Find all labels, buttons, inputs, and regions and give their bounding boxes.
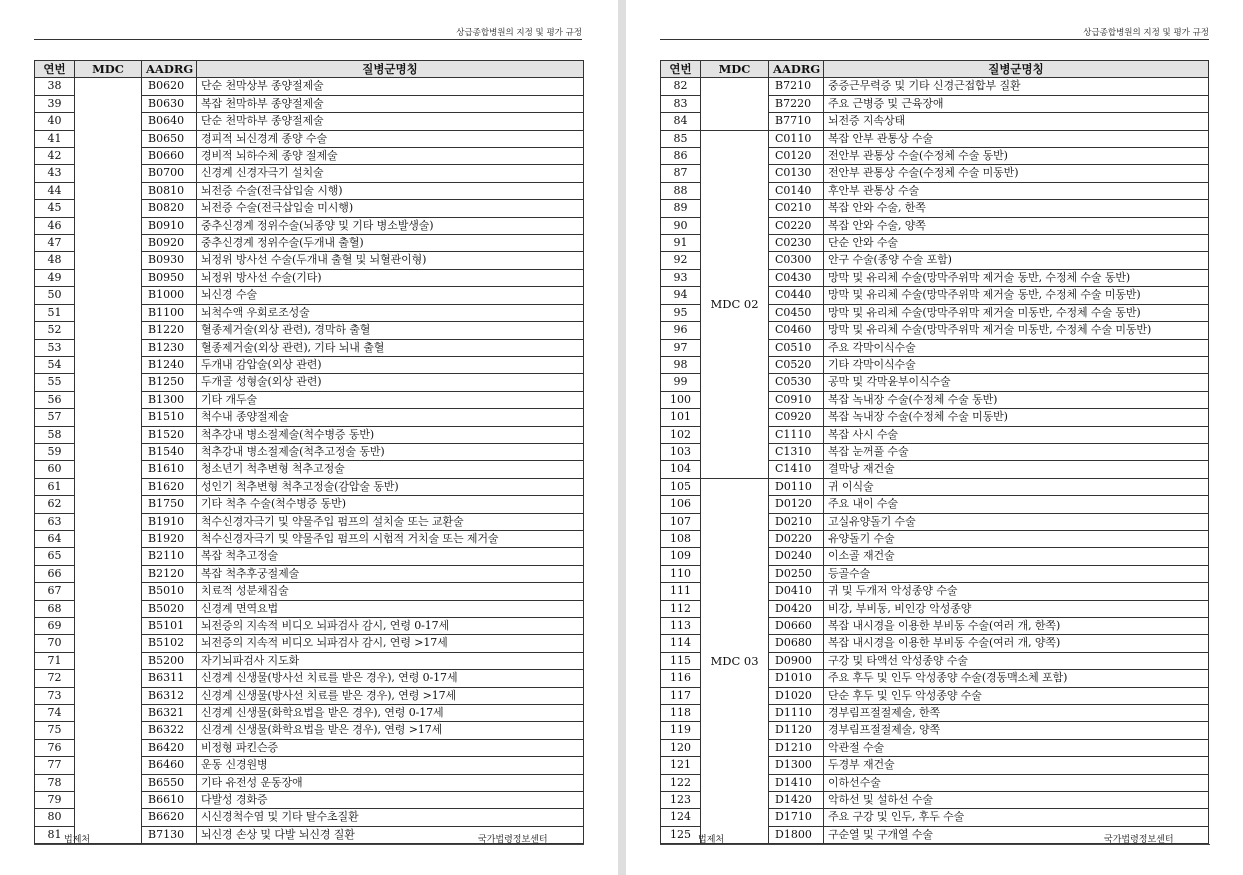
aadrg-code: B1220 bbox=[142, 322, 197, 339]
disease-group-name: 이소골 재건술 bbox=[824, 548, 1209, 565]
aadrg-code: B6321 bbox=[142, 705, 197, 722]
aadrg-code: B6311 bbox=[142, 670, 197, 687]
aadrg-code: D0250 bbox=[769, 565, 824, 582]
row-number: 112 bbox=[661, 600, 701, 617]
disease-group-name: 중추신경계 정위수술(두개내 출혈) bbox=[197, 235, 584, 252]
aadrg-code: B1540 bbox=[142, 443, 197, 460]
aadrg-code: B0930 bbox=[142, 252, 197, 269]
row-number: 61 bbox=[35, 478, 75, 495]
disease-group-name: 뇌정위 방사선 수술(기타) bbox=[197, 269, 584, 286]
disease-group-name: 후안부 관통상 수술 bbox=[824, 182, 1209, 199]
aadrg-code: C0510 bbox=[769, 339, 824, 356]
row-number: 77 bbox=[35, 757, 75, 774]
aadrg-code: D1010 bbox=[769, 670, 824, 687]
aadrg-code: B0650 bbox=[142, 130, 197, 147]
disease-group-name: 신경계 신경자극기 설치술 bbox=[197, 165, 584, 182]
disease-group-name: 기타 각막이식수술 bbox=[824, 356, 1209, 373]
row-number: 121 bbox=[661, 757, 701, 774]
column-header-code: AADRG bbox=[769, 61, 824, 78]
disease-group-name: 주요 각막이식수술 bbox=[824, 339, 1209, 356]
row-number: 75 bbox=[35, 722, 75, 739]
disease-group-name: 척수내 종양절제술 bbox=[197, 409, 584, 426]
aadrg-code: B1000 bbox=[142, 287, 197, 304]
footer-source: 법제처 bbox=[64, 835, 91, 845]
row-number: 70 bbox=[35, 635, 75, 652]
disease-group-name: 뇌신경 수술 bbox=[197, 287, 584, 304]
row-number: 38 bbox=[35, 78, 75, 95]
row-number: 58 bbox=[35, 426, 75, 443]
row-number: 40 bbox=[35, 113, 75, 130]
row-number: 69 bbox=[35, 618, 75, 635]
row-number: 123 bbox=[661, 792, 701, 809]
aadrg-code: C0530 bbox=[769, 374, 824, 391]
row-number: 64 bbox=[35, 530, 75, 547]
disease-group-name: 복잡 눈꺼풀 수술 bbox=[824, 443, 1209, 460]
row-number: 74 bbox=[35, 705, 75, 722]
row-number: 43 bbox=[35, 165, 75, 182]
running-header: 상급종합병원의 지정 및 평가 규정 bbox=[456, 28, 582, 38]
row-number: 118 bbox=[661, 705, 701, 722]
disease-group-name: 신경계 면역요법 bbox=[197, 600, 584, 617]
page-gutter bbox=[618, 0, 626, 875]
aadrg-code: D0220 bbox=[769, 530, 824, 547]
row-number: 65 bbox=[35, 548, 75, 565]
aadrg-code: B1620 bbox=[142, 478, 197, 495]
column-header-no: 연번 bbox=[661, 61, 701, 78]
aadrg-code: B0920 bbox=[142, 235, 197, 252]
disease-group-name: 신경계 신생물(방사선 치료를 받은 경우), 연령 0-17세 bbox=[197, 670, 584, 687]
disease-group-name: 뇌전증의 지속적 비디오 뇌파검사 감시, 연령 >17세 bbox=[197, 635, 584, 652]
aadrg-code: B1240 bbox=[142, 356, 197, 373]
row-number: 96 bbox=[661, 322, 701, 339]
disease-group-name: 신경계 신생물(화학요법을 받은 경우), 연령 >17세 bbox=[197, 722, 584, 739]
row-number: 114 bbox=[661, 635, 701, 652]
disease-group-name: 복잡 척추후궁절제술 bbox=[197, 565, 584, 582]
disease-group-name: 복잡 안부 관통상 수술 bbox=[824, 130, 1209, 147]
disease-group-name: 비강, 부비동, 비인강 악성종양 bbox=[824, 600, 1209, 617]
aadrg-code: B5101 bbox=[142, 618, 197, 635]
disease-group-name: 고실유양돌기 수술 bbox=[824, 513, 1209, 530]
disease-group-name: 구순열 및 구개열 수술 bbox=[824, 826, 1209, 843]
row-number: 101 bbox=[661, 409, 701, 426]
aadrg-code: C0130 bbox=[769, 165, 824, 182]
disease-group-name: 단순 후두 및 인두 악성종양 수술 bbox=[824, 687, 1209, 704]
row-number: 50 bbox=[35, 287, 75, 304]
disease-group-name: 두개골 성형술(외상 관련) bbox=[197, 374, 584, 391]
disease-group-name: 청소년기 척추변형 척추고정술 bbox=[197, 461, 584, 478]
row-number: 124 bbox=[661, 809, 701, 826]
table-row bbox=[661, 78, 1209, 95]
aadrg-code: B1910 bbox=[142, 513, 197, 530]
aadrg-code: B5200 bbox=[142, 652, 197, 669]
aadrg-code: C0430 bbox=[769, 269, 824, 286]
row-number: 63 bbox=[35, 513, 75, 530]
disease-group-name: 악관절 수술 bbox=[824, 739, 1209, 756]
row-number: 87 bbox=[661, 165, 701, 182]
document-page-left bbox=[0, 0, 618, 875]
footer-source: 법제처 bbox=[698, 835, 725, 845]
column-header-name: 질병군명칭 bbox=[824, 61, 1209, 78]
footer-rule bbox=[660, 844, 1210, 845]
disease-group-name: 등골수술 bbox=[824, 565, 1209, 582]
row-number: 46 bbox=[35, 217, 75, 234]
drg-table-right bbox=[660, 60, 1209, 844]
disease-group-name: 혈종제거술(외상 관련), 기타 뇌내 출혈 bbox=[197, 339, 584, 356]
table-header-row bbox=[35, 61, 584, 78]
aadrg-code: B0660 bbox=[142, 148, 197, 165]
row-number: 78 bbox=[35, 774, 75, 791]
column-header-no: 연번 bbox=[35, 61, 75, 78]
mdc-group-cell bbox=[701, 78, 769, 130]
disease-group-name: 자기뇌파검사 지도화 bbox=[197, 652, 584, 669]
document-page-right bbox=[626, 0, 1243, 875]
row-number: 42 bbox=[35, 148, 75, 165]
running-header: 상급종합병원의 지정 및 평가 규정 bbox=[1083, 28, 1209, 38]
footer-center: 국가법령정보센터 bbox=[478, 835, 548, 845]
row-number: 94 bbox=[661, 287, 701, 304]
aadrg-code: D0420 bbox=[769, 600, 824, 617]
disease-group-name: 중증근무력증 및 기타 신경근접합부 질환 bbox=[824, 78, 1209, 95]
row-number: 103 bbox=[661, 443, 701, 460]
mdc-group-cell: MDC 02 bbox=[701, 130, 769, 478]
row-number: 83 bbox=[661, 95, 701, 112]
disease-group-name: 전안부 관통상 수술(수정체 수술 미동반) bbox=[824, 165, 1209, 182]
aadrg-code: C0120 bbox=[769, 148, 824, 165]
table-row bbox=[661, 130, 1209, 147]
disease-group-name: 뇌전증 지속상태 bbox=[824, 113, 1209, 130]
row-number: 66 bbox=[35, 565, 75, 582]
aadrg-code: D1020 bbox=[769, 687, 824, 704]
disease-group-name: 구강 및 타액선 악성종양 수술 bbox=[824, 652, 1209, 669]
row-number: 91 bbox=[661, 235, 701, 252]
row-number: 86 bbox=[661, 148, 701, 165]
aadrg-code: C0210 bbox=[769, 200, 824, 217]
mdc-cell bbox=[75, 78, 142, 844]
aadrg-code: D1110 bbox=[769, 705, 824, 722]
table-row bbox=[661, 478, 1209, 495]
column-header-name: 질병군명칭 bbox=[197, 61, 584, 78]
row-number: 120 bbox=[661, 739, 701, 756]
aadrg-code: B1300 bbox=[142, 391, 197, 408]
disease-group-name: 귀 이식술 bbox=[824, 478, 1209, 495]
disease-group-name: 단순 안와 수술 bbox=[824, 235, 1209, 252]
disease-group-name: 결막낭 재건술 bbox=[824, 461, 1209, 478]
aadrg-code: B5102 bbox=[142, 635, 197, 652]
aadrg-code: B0950 bbox=[142, 269, 197, 286]
aadrg-code: B5010 bbox=[142, 583, 197, 600]
row-number: 49 bbox=[35, 269, 75, 286]
aadrg-code: D1710 bbox=[769, 809, 824, 826]
disease-group-name: 이하선수술 bbox=[824, 774, 1209, 791]
footer-center: 국가법령정보센터 bbox=[1104, 835, 1174, 845]
row-number: 79 bbox=[35, 792, 75, 809]
disease-group-name: 망막 및 유리체 수술(망막주위막 제거술 동반, 수정체 수술 미동반) bbox=[824, 287, 1209, 304]
aadrg-code: B0820 bbox=[142, 200, 197, 217]
disease-group-name: 두경부 재건술 bbox=[824, 757, 1209, 774]
disease-group-name: 운동 신경원병 bbox=[197, 757, 584, 774]
aadrg-code: C0450 bbox=[769, 304, 824, 321]
column-header-code: AADRG bbox=[142, 61, 197, 78]
aadrg-code: B0910 bbox=[142, 217, 197, 234]
aadrg-code: D0410 bbox=[769, 583, 824, 600]
disease-group-name: 복잡 안와 수술, 양쪽 bbox=[824, 217, 1209, 234]
disease-group-name: 주요 구강 및 인두, 후두 수술 bbox=[824, 809, 1209, 826]
row-number: 55 bbox=[35, 374, 75, 391]
aadrg-code: D1120 bbox=[769, 722, 824, 739]
aadrg-code: B6620 bbox=[142, 809, 197, 826]
disease-group-name: 척수신경자극기 및 약물주입 펌프의 시험적 거치술 또는 제거술 bbox=[197, 530, 584, 547]
aadrg-code: B7210 bbox=[769, 78, 824, 95]
disease-group-name: 망막 및 유리체 수술(망막주위막 제거술 미동반, 수정체 수술 미동반) bbox=[824, 322, 1209, 339]
disease-group-name: 성인기 척추변형 척추고정술(감압술 동반) bbox=[197, 478, 584, 495]
aadrg-code: B7710 bbox=[769, 113, 824, 130]
aadrg-code: D0110 bbox=[769, 478, 824, 495]
disease-group-name: 신경계 신생물(방사선 치료를 받은 경우), 연령 >17세 bbox=[197, 687, 584, 704]
row-number: 100 bbox=[661, 391, 701, 408]
disease-group-name: 척추강내 병소절제술(척추고정술 동반) bbox=[197, 443, 584, 460]
aadrg-code: D1410 bbox=[769, 774, 824, 791]
aadrg-code: C0460 bbox=[769, 322, 824, 339]
row-number: 116 bbox=[661, 670, 701, 687]
row-number: 99 bbox=[661, 374, 701, 391]
row-number: 72 bbox=[35, 670, 75, 687]
row-number: 73 bbox=[35, 687, 75, 704]
disease-group-name: 기타 척추 수술(척수병증 동반) bbox=[197, 496, 584, 513]
disease-group-name: 뇌척수액 우회로조성술 bbox=[197, 304, 584, 321]
aadrg-code: C0220 bbox=[769, 217, 824, 234]
aadrg-code: D0660 bbox=[769, 618, 824, 635]
aadrg-code: C0140 bbox=[769, 182, 824, 199]
row-number: 117 bbox=[661, 687, 701, 704]
disease-group-name: 뇌전증 수술(전극삽입술 미시행) bbox=[197, 200, 584, 217]
disease-group-name: 기타 개두술 bbox=[197, 391, 584, 408]
disease-group-name: 복잡 내시경을 이용한 부비동 수술(여러 개, 한쪽) bbox=[824, 618, 1209, 635]
aadrg-code: B1610 bbox=[142, 461, 197, 478]
row-number: 84 bbox=[661, 113, 701, 130]
row-number: 92 bbox=[661, 252, 701, 269]
aadrg-code: D0680 bbox=[769, 635, 824, 652]
row-number: 111 bbox=[661, 583, 701, 600]
mdc-group-cell: MDC 03 bbox=[701, 478, 769, 844]
disease-group-name: 신경계 신생물(화학요법을 받은 경우), 연령 0-17세 bbox=[197, 705, 584, 722]
disease-group-name: 복잡 안와 수술, 한쪽 bbox=[824, 200, 1209, 217]
disease-group-name: 시신경척수염 및 기타 탈수초질환 bbox=[197, 809, 584, 826]
aadrg-code: B6460 bbox=[142, 757, 197, 774]
row-number: 90 bbox=[661, 217, 701, 234]
disease-group-name: 주요 내이 수술 bbox=[824, 496, 1209, 513]
disease-group-name: 척추강내 병소절제술(척수병증 동반) bbox=[197, 426, 584, 443]
aadrg-code: C0440 bbox=[769, 287, 824, 304]
aadrg-code: D1210 bbox=[769, 739, 824, 756]
aadrg-code: C0920 bbox=[769, 409, 824, 426]
table-row bbox=[35, 78, 584, 95]
row-number: 97 bbox=[661, 339, 701, 356]
row-number: 102 bbox=[661, 426, 701, 443]
aadrg-code: B7220 bbox=[769, 95, 824, 112]
row-number: 59 bbox=[35, 443, 75, 460]
disease-group-name: 주요 후두 및 인두 악성종양 수술(경동맥소체 포함) bbox=[824, 670, 1209, 687]
disease-group-name: 복잡 척추고정술 bbox=[197, 548, 584, 565]
disease-group-name: 경피적 뇌신경계 종양 수술 bbox=[197, 130, 584, 147]
aadrg-code: D1800 bbox=[769, 826, 824, 843]
row-number: 60 bbox=[35, 461, 75, 478]
disease-group-name: 비정형 파킨슨증 bbox=[197, 739, 584, 756]
row-number: 106 bbox=[661, 496, 701, 513]
row-number: 115 bbox=[661, 652, 701, 669]
row-number: 62 bbox=[35, 496, 75, 513]
row-number: 108 bbox=[661, 530, 701, 547]
disease-group-name: 중추신경계 정위수술(뇌종양 및 기타 병소발생술) bbox=[197, 217, 584, 234]
disease-group-name: 유양돌기 수술 bbox=[824, 530, 1209, 547]
row-number: 54 bbox=[35, 356, 75, 373]
row-number: 53 bbox=[35, 339, 75, 356]
row-number: 105 bbox=[661, 478, 701, 495]
disease-group-name: 망막 및 유리체 수술(망막주위막 제거술 미동반, 수정체 수술 동반) bbox=[824, 304, 1209, 321]
aadrg-code: B1100 bbox=[142, 304, 197, 321]
row-number: 45 bbox=[35, 200, 75, 217]
disease-group-name: 망막 및 유리체 수술(망막주위막 제거술 동반, 수정체 수술 동반) bbox=[824, 269, 1209, 286]
row-number: 113 bbox=[661, 618, 701, 635]
row-number: 85 bbox=[661, 130, 701, 147]
aadrg-code: B0630 bbox=[142, 95, 197, 112]
disease-group-name: 악하선 및 설하선 수술 bbox=[824, 792, 1209, 809]
row-number: 52 bbox=[35, 322, 75, 339]
aadrg-code: B1250 bbox=[142, 374, 197, 391]
disease-group-name: 기타 유전성 운동장애 bbox=[197, 774, 584, 791]
disease-group-name: 두개내 감압술(외상 관련) bbox=[197, 356, 584, 373]
row-number: 119 bbox=[661, 722, 701, 739]
row-number: 104 bbox=[661, 461, 701, 478]
aadrg-code: C1110 bbox=[769, 426, 824, 443]
row-number: 39 bbox=[35, 95, 75, 112]
row-number: 82 bbox=[661, 78, 701, 95]
aadrg-code: B6610 bbox=[142, 792, 197, 809]
row-number: 122 bbox=[661, 774, 701, 791]
row-number: 98 bbox=[661, 356, 701, 373]
row-number: 81 bbox=[35, 826, 75, 843]
header-rule bbox=[660, 39, 1209, 40]
aadrg-code: B1520 bbox=[142, 426, 197, 443]
disease-group-name: 뇌정위 방사선 수술(두개내 출혈 및 뇌혈관이형) bbox=[197, 252, 584, 269]
aadrg-code: B2110 bbox=[142, 548, 197, 565]
aadrg-code: B0640 bbox=[142, 113, 197, 130]
aadrg-code: C1310 bbox=[769, 443, 824, 460]
disease-group-name: 다발성 경화증 bbox=[197, 792, 584, 809]
disease-group-name: 치료적 성분채집술 bbox=[197, 583, 584, 600]
aadrg-code: C0230 bbox=[769, 235, 824, 252]
aadrg-code: C1410 bbox=[769, 461, 824, 478]
aadrg-code: B6322 bbox=[142, 722, 197, 739]
disease-group-name: 척수신경자극기 및 약물주입 펌프의 설치술 또는 교환술 bbox=[197, 513, 584, 530]
row-number: 44 bbox=[35, 182, 75, 199]
aadrg-code: D1420 bbox=[769, 792, 824, 809]
disease-group-name: 복잡 내시경을 이용한 부비동 수술(여러 개, 양쪽) bbox=[824, 635, 1209, 652]
aadrg-code: B0620 bbox=[142, 78, 197, 95]
row-number: 76 bbox=[35, 739, 75, 756]
aadrg-code: B1750 bbox=[142, 496, 197, 513]
header-rule bbox=[34, 39, 582, 40]
row-number: 68 bbox=[35, 600, 75, 617]
disease-group-name: 경부림프절절제술, 양쪽 bbox=[824, 722, 1209, 739]
row-number: 47 bbox=[35, 235, 75, 252]
disease-group-name: 뇌전증의 지속적 비디오 뇌파검사 감시, 연령 0-17세 bbox=[197, 618, 584, 635]
aadrg-code: B6550 bbox=[142, 774, 197, 791]
aadrg-code: D0900 bbox=[769, 652, 824, 669]
aadrg-code: B6312 bbox=[142, 687, 197, 704]
aadrg-code: B2120 bbox=[142, 565, 197, 582]
aadrg-code: C0910 bbox=[769, 391, 824, 408]
aadrg-code: B0810 bbox=[142, 182, 197, 199]
column-header-mdc: MDC bbox=[75, 61, 142, 78]
disease-group-name: 복잡 천막하부 종양절제술 bbox=[197, 95, 584, 112]
disease-group-name: 공막 및 각막윤부이식수술 bbox=[824, 374, 1209, 391]
drg-table-left bbox=[34, 60, 584, 844]
aadrg-code: D0120 bbox=[769, 496, 824, 513]
aadrg-code: B1230 bbox=[142, 339, 197, 356]
aadrg-code: C0300 bbox=[769, 252, 824, 269]
aadrg-code: B1510 bbox=[142, 409, 197, 426]
disease-group-name: 경비적 뇌하수체 종양 절제술 bbox=[197, 148, 584, 165]
disease-group-name: 주요 근병증 및 근육장애 bbox=[824, 95, 1209, 112]
row-number: 57 bbox=[35, 409, 75, 426]
row-number: 110 bbox=[661, 565, 701, 582]
aadrg-code: B7130 bbox=[142, 826, 197, 843]
aadrg-code: D0210 bbox=[769, 513, 824, 530]
disease-group-name: 뇌신경 손상 및 다발 뇌신경 질환 bbox=[197, 826, 584, 843]
aadrg-code: C0110 bbox=[769, 130, 824, 147]
disease-group-name: 귀 및 두개저 악성종양 수술 bbox=[824, 583, 1209, 600]
row-number: 71 bbox=[35, 652, 75, 669]
footer-rule bbox=[34, 844, 584, 845]
row-number: 89 bbox=[661, 200, 701, 217]
aadrg-code: B1920 bbox=[142, 530, 197, 547]
row-number: 48 bbox=[35, 252, 75, 269]
row-number: 56 bbox=[35, 391, 75, 408]
aadrg-code: B5020 bbox=[142, 600, 197, 617]
disease-group-name: 안구 수술(종양 수술 포함) bbox=[824, 252, 1209, 269]
column-header-mdc: MDC bbox=[701, 61, 769, 78]
row-number: 51 bbox=[35, 304, 75, 321]
disease-group-name: 경부림프절절제술, 한쪽 bbox=[824, 705, 1209, 722]
row-number: 95 bbox=[661, 304, 701, 321]
disease-group-name: 복잡 사시 수술 bbox=[824, 426, 1209, 443]
row-number: 88 bbox=[661, 182, 701, 199]
row-number: 93 bbox=[661, 269, 701, 286]
disease-group-name: 혈종제거술(외상 관련), 경막하 출혈 bbox=[197, 322, 584, 339]
disease-group-name: 전안부 관통상 수술(수정체 수술 동반) bbox=[824, 148, 1209, 165]
row-number: 41 bbox=[35, 130, 75, 147]
aadrg-code: B6420 bbox=[142, 739, 197, 756]
disease-group-name: 단순 천막상부 종양절제술 bbox=[197, 78, 584, 95]
row-number: 67 bbox=[35, 583, 75, 600]
aadrg-code: D1300 bbox=[769, 757, 824, 774]
table-header-row bbox=[661, 61, 1209, 78]
row-number: 109 bbox=[661, 548, 701, 565]
aadrg-code: C0520 bbox=[769, 356, 824, 373]
disease-group-name: 단순 천막하부 종양절제술 bbox=[197, 113, 584, 130]
row-number: 107 bbox=[661, 513, 701, 530]
row-number: 80 bbox=[35, 809, 75, 826]
disease-group-name: 뇌전증 수술(전극삽입술 시행) bbox=[197, 182, 584, 199]
aadrg-code: D0240 bbox=[769, 548, 824, 565]
aadrg-code: B0700 bbox=[142, 165, 197, 182]
disease-group-name: 복잡 녹내장 수술(수정체 수술 미동반) bbox=[824, 409, 1209, 426]
disease-group-name: 복잡 녹내장 수술(수정체 수술 동반) bbox=[824, 391, 1209, 408]
row-number: 125 bbox=[661, 826, 701, 843]
